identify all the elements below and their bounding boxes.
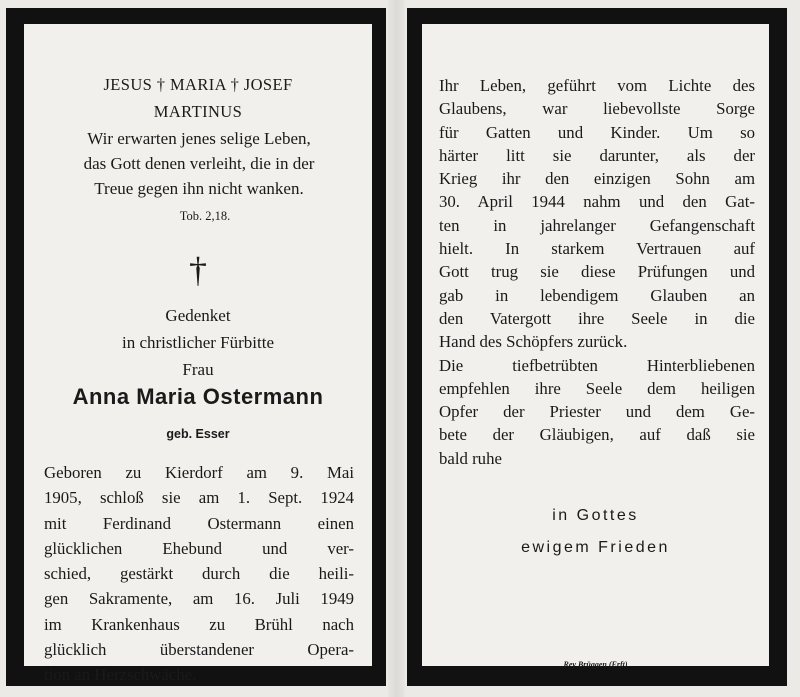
closing-line: in Gottes (552, 507, 639, 524)
eulogy-line: Gott trug sie diese Prüfungen und (439, 262, 755, 282)
eulogy-line: Hand des Schöpfers zurück. (439, 332, 628, 352)
printer-imprint: Rey Brüggen (Erft) (563, 660, 628, 669)
bible-quote (40, 126, 358, 201)
closing-line: ewigem Frieden (521, 539, 670, 556)
quote-source: Tob. 2,18. (179, 209, 231, 223)
eulogy-line: für Gatten und Kinder. Um so (439, 122, 755, 142)
cross-icon: † (189, 250, 207, 290)
eulogy-line: Glaubens, war liebevollste Sorge (439, 99, 755, 119)
invocation (24, 71, 372, 125)
eulogy-line: ten in jahrelanger Gefangenschaft (439, 215, 755, 235)
bio-line: glücklich überstandener Opera- (44, 640, 354, 660)
biography (44, 460, 354, 688)
invocation-line: MARTINUS (153, 102, 243, 121)
deceased-name: Anna Maria Ostermann (72, 384, 324, 409)
eulogy-line: bald ruhe (439, 448, 502, 468)
remembrance-intro (24, 302, 372, 383)
eulogy-line: Krieg ihr den einzigen Sohn am (439, 169, 755, 189)
right-card (407, 8, 787, 686)
intro-line: Gedenket (165, 306, 231, 325)
eulogy-line: Ihr Leben, geführt vom Lichte des (439, 76, 755, 95)
quote-line: das Gott denen verleiht, die in der (83, 154, 315, 173)
invocation-line: JESUS † MARIA † JOSEF (103, 75, 293, 94)
eulogy-line: den Vatergott ihre Seele in die (439, 308, 755, 328)
eulogy-line: härter litt sie darunter, als der (439, 145, 755, 165)
eulogy-line: empfehlen ihre Seele dem heiligen (439, 378, 755, 398)
bio-line: im Krankenhaus zu Brühl nach (44, 614, 354, 634)
eulogy-line: 30. April 1944 nahm und den Gat- (439, 192, 755, 212)
bio-line: mit Ferdinand Ostermann einen (44, 513, 354, 533)
intro-line: Frau (182, 360, 214, 379)
bio-line: Geboren zu Kierdorf am 9. Mai (44, 463, 354, 482)
eulogy-line: Die tiefbetrübten Hinterbliebenen (439, 355, 755, 375)
card-fold (388, 0, 405, 697)
eulogy-line: bete der Gläubigen, auf daß sie (439, 425, 755, 445)
quote-line: Wir erwarten jenes selige Leben, (87, 129, 311, 148)
eulogy (439, 74, 755, 470)
left-card (6, 8, 386, 686)
maiden-name: geb. Esser (166, 427, 230, 441)
intro-line: in christlicher Fürbitte (121, 333, 275, 352)
closing-phrase (422, 500, 769, 564)
eulogy-line: Opfer der Priester und dem Ge- (439, 402, 755, 422)
bio-line: schied, gestärkt durch die heili- (44, 564, 354, 584)
quote-line: Treue gegen ihn nicht wanken. (94, 179, 304, 198)
bio-line: gen Sakramente, am 16. Juli 1949 (44, 589, 354, 609)
bio-line: 1905, schloß sie am 1. Sept. 1924 (44, 488, 354, 508)
bio-line: tion an Herzschwäche. (44, 665, 197, 685)
left-card-paper (24, 24, 372, 685)
bio-line: glücklichen Ehebund und ver- (44, 538, 354, 558)
eulogy-line: hielt. In starkem Vertrauen auf (439, 239, 755, 259)
right-card-paper (422, 24, 769, 669)
eulogy-line: gab in lebendigem Glauben an (439, 285, 755, 305)
